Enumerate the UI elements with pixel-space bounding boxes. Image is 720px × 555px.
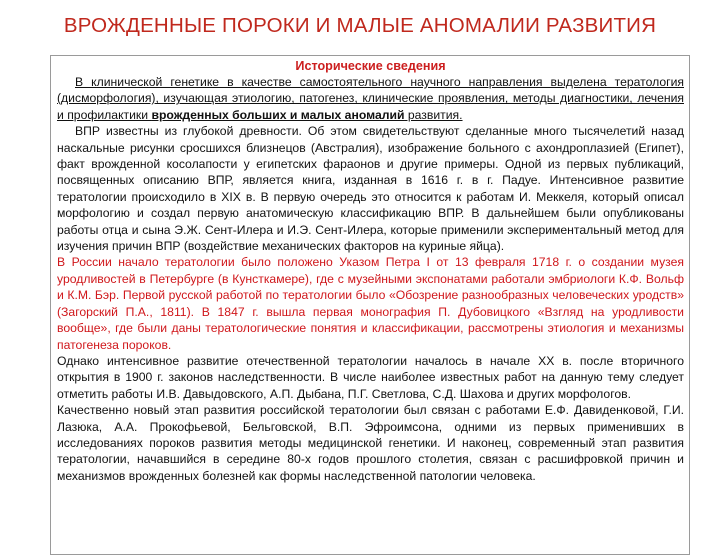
section-title: Исторические сведения <box>295 59 446 73</box>
slide-title: ВРОЖДЕННЫЕ ПОРОКИ И МАЛЫЕ АНОМАЛИИ РАЗВИТИЯ <box>63 14 657 37</box>
paragraph-russia-history: В России начало тератологии было положено Указом Петра I от 13 февраля 1718 г. о создании музея уродливостей в Петербурге (в Кунсткамере), где с музейными экспонатами работали эмбриологи К.Ф. Вольф и К.М. Бэр. Первой русской работой по тератологии было «Обозрение разнообразных человеческих уродств» (Загорский П.А., 1811). В 1847 г. вышла первая монография П. Дубовицкого «Взгляд на уродливости вообще», где были даны тератологические понятия и классификации, рассмотрены этиология и механизмы патогенеза пороков. <box>57 255 684 352</box>
intro-text: В клинической генетике в качестве самостоятельного научного направления выделена тератология (дисморфология), изучающая этиологию, патогенез, клинические проявления, методы диагностики, лечения и профилактики <box>57 75 684 122</box>
intro-text-end: развития. <box>404 107 463 122</box>
intro-bold-term: врожденных больших и малых аномалий <box>151 107 405 122</box>
paragraph-ancient-history: ВПР известны из глубокой древности. Об этом свидетельствуют сделанные много тысячелетий назад наскальные рисунки сросшихся близнецов (Австралия), изображение больного с ахондроплазией (Египет), факт врожденной косолапости у египетских фараонов и другие примеры. Одной из первых публикаций, посвященных описанию ВПР, является книга, изданная в 1616 г. в г. Падуе. Интенсивное развитие тератологии происходило в XIX в. В первую очередь это относится к работам И. Меккеля, который описал морфологию и создал первую анатомическую классификацию ВПР. В дальнейшем были опубликованы работы отца и сына Э.Ж. Сент-Илера и И.Э. Сент-Илера, которые применили экспериментальный метод для изучения причин ВПР (воздействие механических факторов на куриные яйца). <box>57 124 684 254</box>
text-box <box>50 55 690 555</box>
paragraph-modern-stage: Качественно новый этап развития российской тератологии был связан с работами Е.Ф. Давиденковой, Г.И. Лазюка, А.А. Прокофьевой, Бельговской, В.П. Эфроимсона, одними из первых применивших в исследованиях пороков развития методы медицинской генетики. И наконец, современный этап развития тератологии, начавшийся в середине 80-х годов прошлого столетия, связан с расшифровкой причин и механизмов врожденных болезней как формы наследственной патологии человека. <box>57 403 684 483</box>
paragraph-intro <box>57 74 684 123</box>
paragraph-20th-century: Однако интенсивное развитие отечественной тератологии началось в начале XX в. после вторичного открытия в 1900 г. законов наследственности. В числе наиболее известных работ на данную тему следует отметить работы И.В. Давыдовского, А.П. Дыбана, П.Г. Светлова, С.Д. Шахова и других морфологов. <box>57 353 684 401</box>
